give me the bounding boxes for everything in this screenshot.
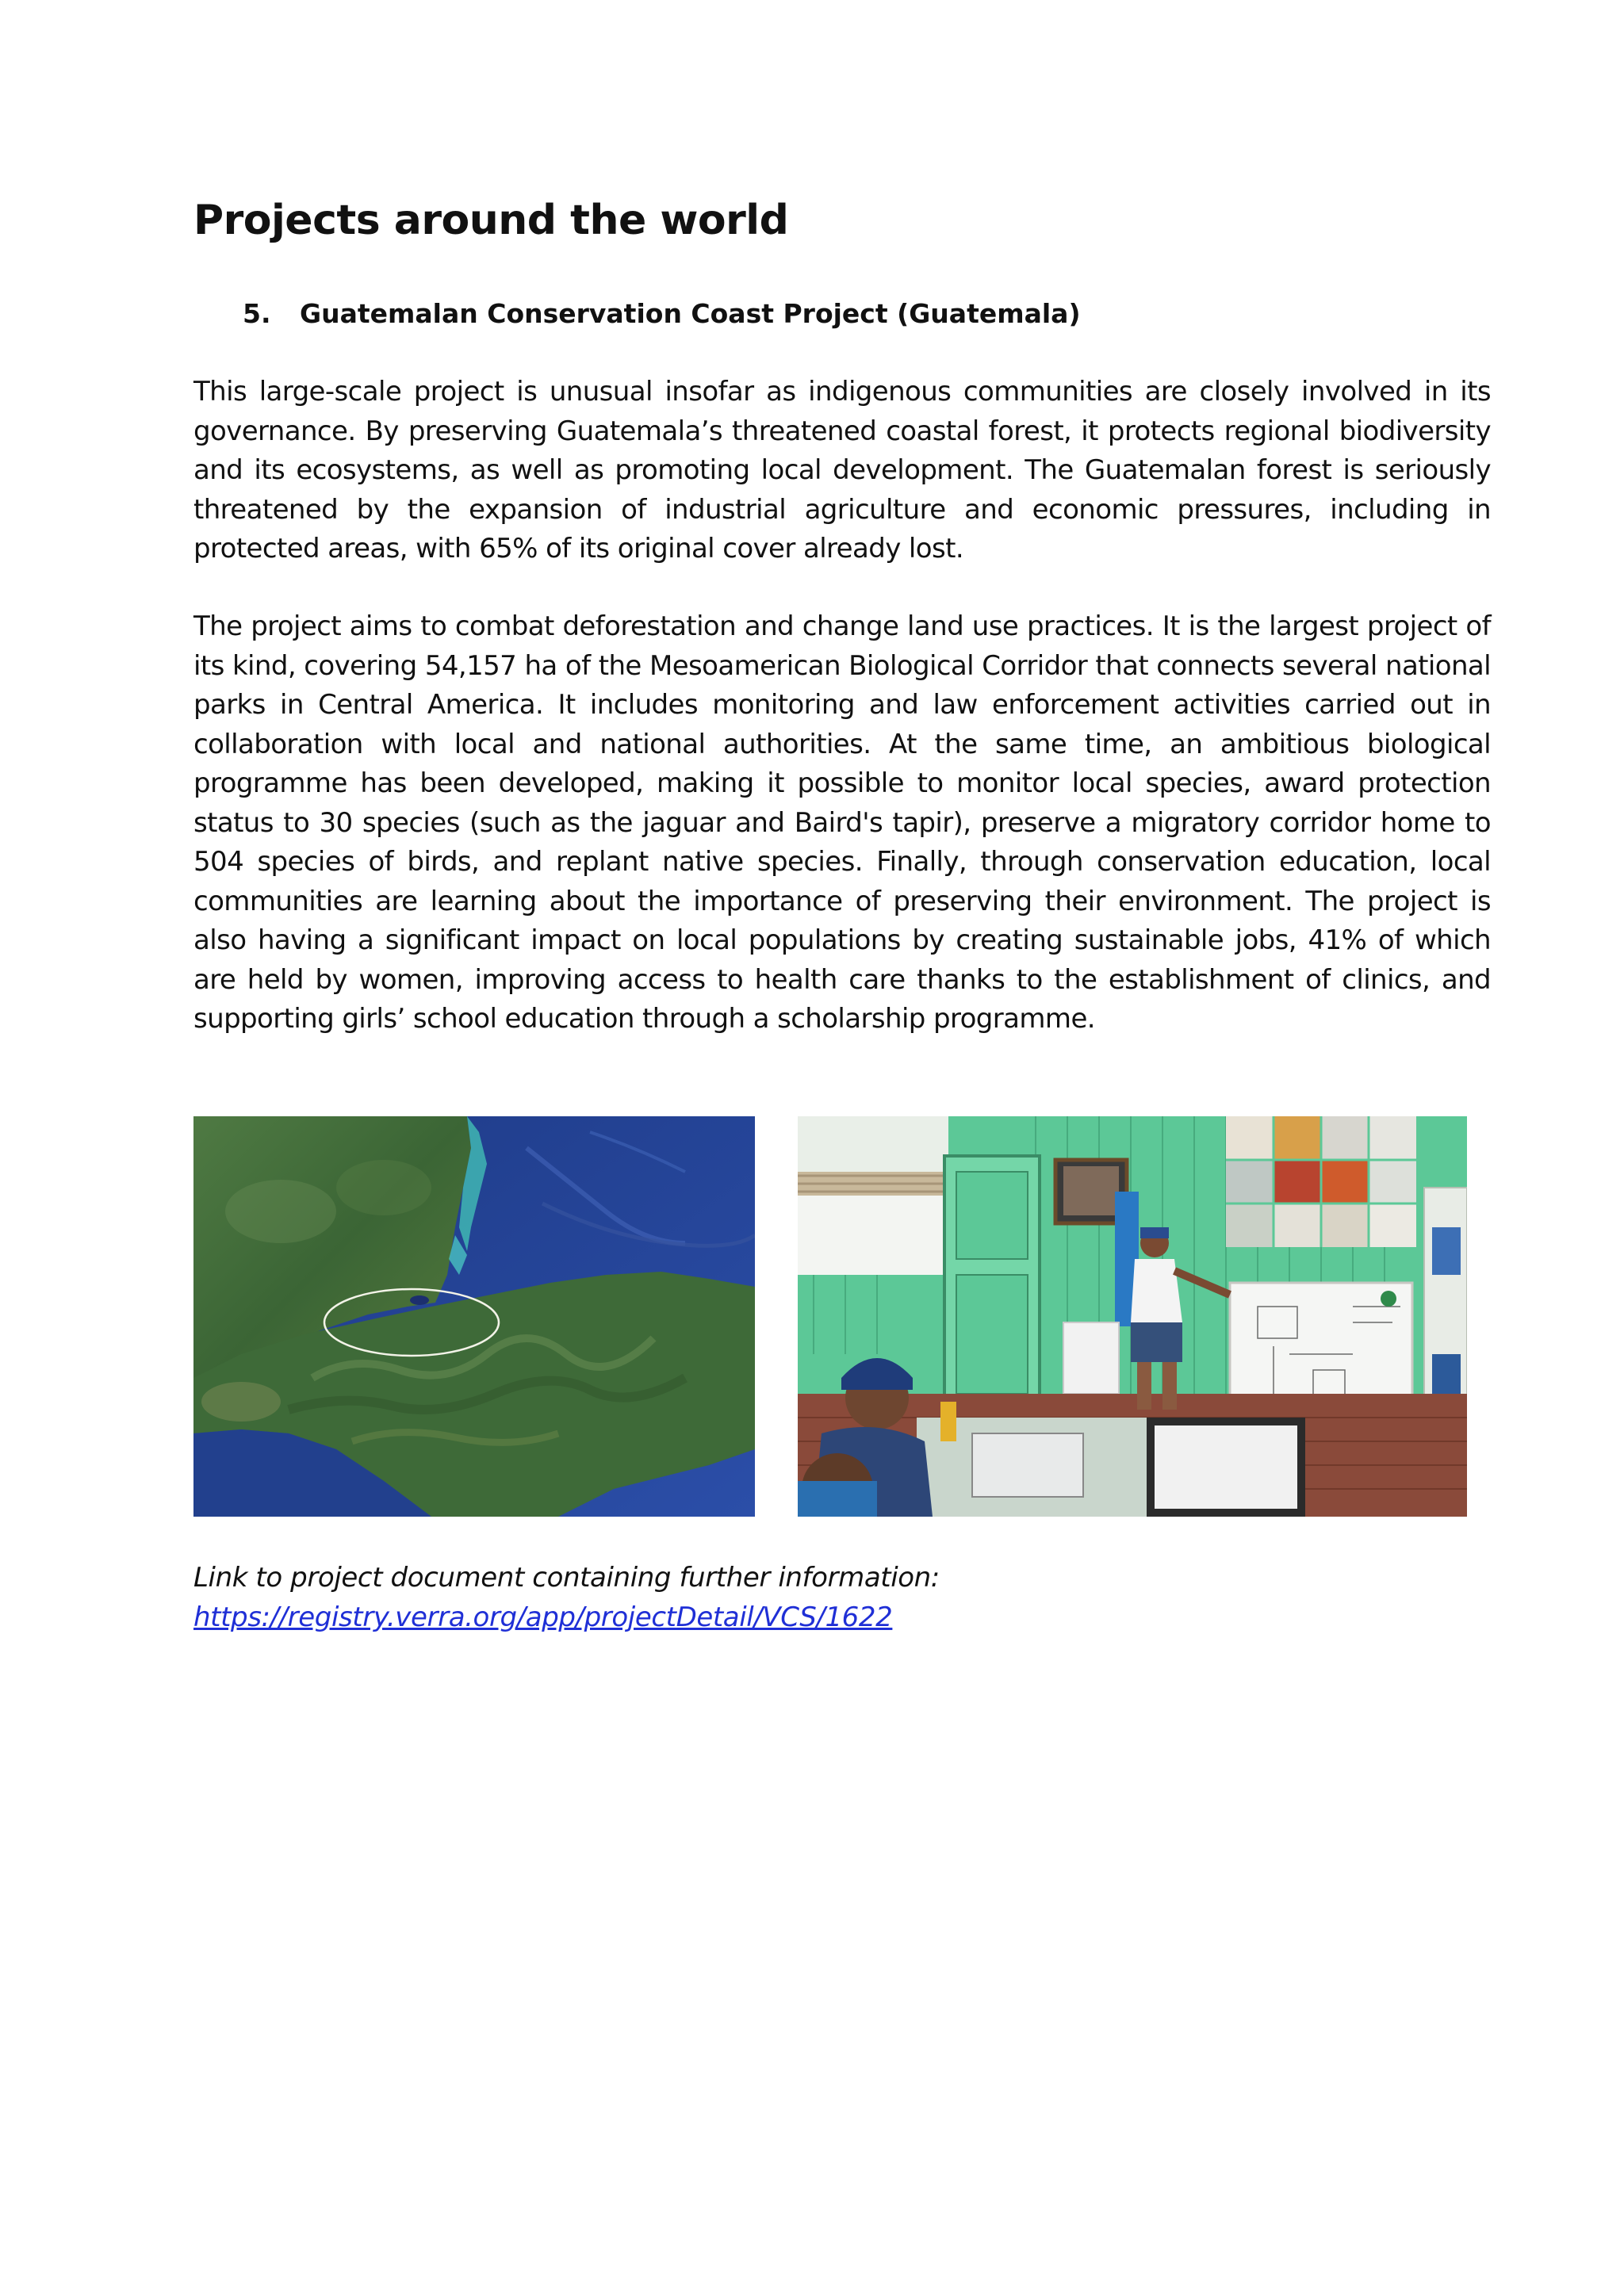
link-label: Link to project document containing further information: [193,1562,940,1594]
section-number: 5. [243,298,271,329]
section-heading-text: Guatemalan Conservation Coast Project (Guatemala) [300,298,1081,329]
satellite-map-image [193,1116,755,1517]
field-office-photo [798,1116,1467,1517]
project-document-link[interactable]: https://registry.verra.org/app/projectDetail/VCS/1622 [193,1601,893,1633]
paragraph-intro: This large-scale project is unusual insofar as indigenous communities are closely involved in its governance. By preserving Guatemala’s threatened coastal forest, it protects regional biodiversity and its ecosystems, as well as promoting local development. The Guatemalan forest is seriously threatened by the expansion of industrial agriculture and economic pressures, including in protected areas, with 65% of its original cover already lost. [193,376,1491,564]
paragraph-details: The project aims to combat deforestation and change land use practices. It is the largest project of its kind, covering 54,157 ha of the Mesoamerican Biological Corridor that connects several national parks in Central America. It includes monitoring and law enforcement activities carried out in collaboration with local and national authorities. At the same time, an ambitious biological programme has been developed, making it possible to monitor local species, award protection status to 30 species (such as the jaguar and Baird's tapir), preserve a migratory corridor home to 504 species of birds, and replant native species. Finally, through conservation education, local communities are learning about the importance of preserving their environment. The project is also having a significant impact on local populations by creating sustainable jobs, 41% of which are held by women, improving access to health care thanks to the establishment of clinics, and supporting girls’ school education through a scholarship programme. [193,610,1491,1035]
section-heading [243,298,1081,329]
page-title: Projects around the world [193,197,789,244]
